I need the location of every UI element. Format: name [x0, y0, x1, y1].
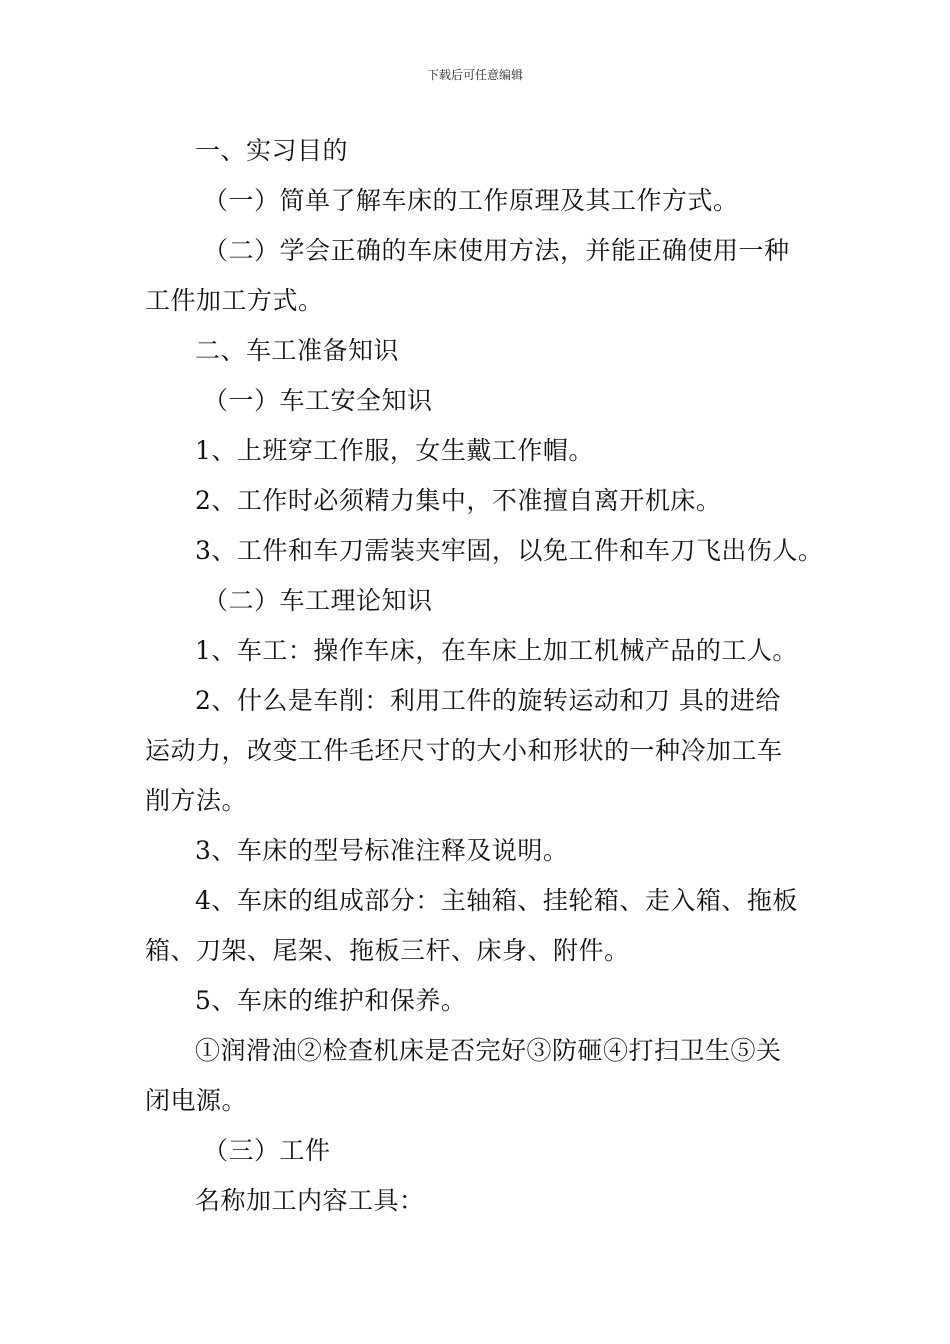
list-item: 4、车床的组成部分：主轴箱、挂轮箱、走入箱、拖板	[195, 886, 798, 915]
document-body	[145, 126, 824, 1226]
list-item: 2、什么是车削：利用工件的旋转运动和刀 具的进给	[195, 686, 781, 715]
subsection-heading: （二）车工理论知识	[203, 586, 433, 615]
paragraph-continuation: 运动力，改变工件毛坯尺寸的大小和形状的一种冷加工车	[145, 736, 783, 765]
list-item: 名称加工内容工具：	[195, 1186, 425, 1215]
list-item: 3、车床的型号标准注释及说明。	[195, 836, 569, 865]
paragraph-continuation: 闭电源。	[145, 1086, 248, 1115]
list-item: 5、车床的维护和保养。	[195, 986, 467, 1015]
page-header-note: 下载后可任意编辑	[426, 68, 523, 82]
list-item: ①润滑油②检查机床是否完好③防砸④打扫卫生⑤关	[195, 1036, 782, 1065]
paragraph-continuation: 工件加工方式。	[145, 286, 324, 315]
paragraph-continuation: 箱、刀架、尾架、拖板三杆、床身、附件。	[145, 936, 630, 965]
subsection-line: （二）学会正确的车床使用方法，并能正确使用一种	[203, 236, 790, 265]
list-item: 3、工件和车刀需装夹牢固，以免工件和车刀飞出伤人。	[195, 536, 824, 565]
subsection-heading: （一）车工安全知识	[203, 386, 433, 415]
paragraph-continuation: 削方法。	[145, 786, 248, 815]
list-item: 1、上班穿工作服，女生戴工作帽。	[195, 436, 594, 465]
section-heading: 一、实习目的	[195, 136, 349, 165]
subsection-line: （一）简单了解车床的工作原理及其工作方式。	[203, 186, 739, 215]
list-item: 1、车工：操作车床，在车床上加工机械产品的工人。	[195, 636, 798, 665]
subsection-heading: （三）工件	[203, 1136, 331, 1165]
list-item: 2、工作时必须精力集中，不准擅自离开机床。	[195, 486, 722, 515]
section-heading: 二、车工准备知识	[195, 336, 400, 365]
